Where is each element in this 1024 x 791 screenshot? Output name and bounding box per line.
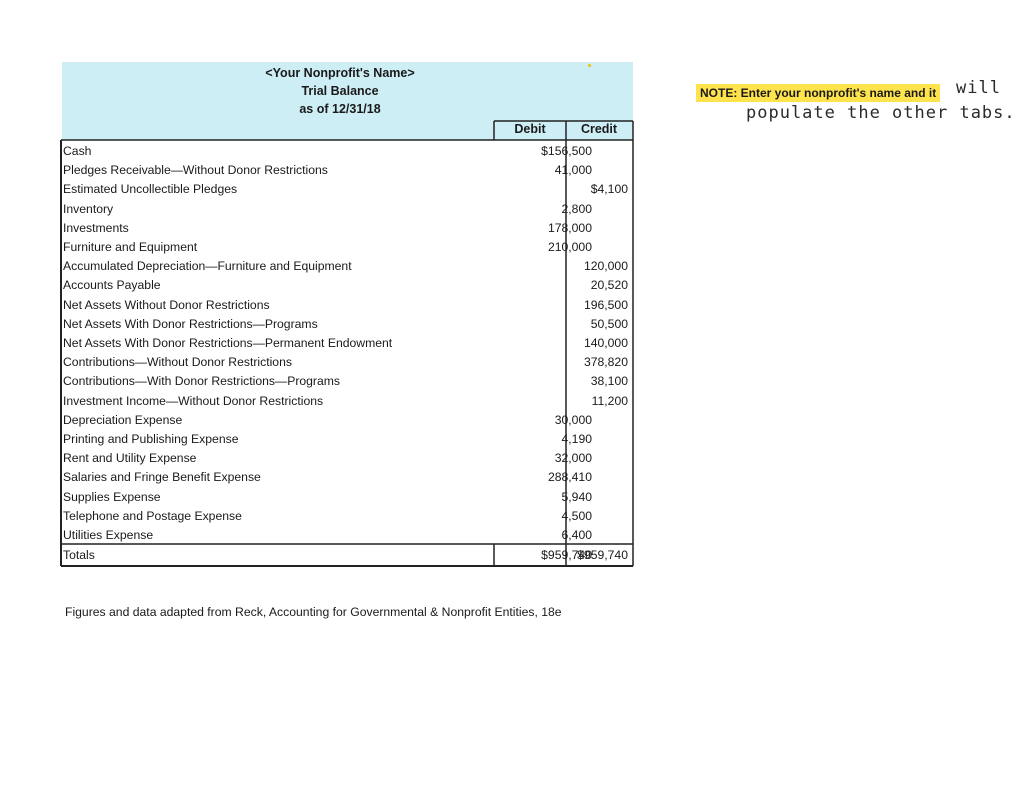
note-highlight: NOTE: Enter your nonprofit's name and it (696, 84, 940, 102)
debit-value: 178,000 (547, 220, 592, 235)
table-row (61, 488, 633, 507)
table-row (61, 142, 633, 161)
debit-value: 210,000 (547, 240, 592, 254)
credit-value: 196,500 (583, 297, 628, 312)
trial-balance-table (61, 140, 633, 566)
org-name[interactable]: <Your Nonprofit's Name> (265, 66, 415, 80)
table-row (61, 449, 633, 468)
debit-value: 288,410 (547, 470, 592, 485)
debit-value: 4,500 (561, 508, 592, 523)
table-row (61, 392, 633, 411)
table-row (61, 257, 633, 276)
table-row (61, 526, 633, 545)
account-name: Contributions—Without Donor Restrictions (63, 355, 292, 370)
credit-value: 120,000 (583, 259, 628, 274)
account-name: Cash (63, 144, 92, 158)
table-row (61, 315, 633, 334)
debit-value: 6,400 (561, 528, 592, 542)
debit-value: 2,800 (561, 201, 592, 216)
table-row (61, 296, 633, 315)
account-name: Investment Income—Without Donor Restrictions (63, 393, 324, 408)
table-row (61, 161, 633, 180)
debit-header: Debit (514, 122, 546, 136)
account-name: Net Assets With Donor Restrictions—Permanent Endowment (63, 336, 393, 350)
account-name: Furniture and Equipment (63, 240, 198, 254)
table-row (61, 238, 633, 257)
credit-value: $4,100 (590, 182, 628, 197)
table-row (61, 200, 633, 219)
account-name: Net Assets With Donor Restrictions—Programs (63, 316, 318, 331)
yellow-mark (588, 64, 591, 67)
table-row (61, 180, 633, 199)
credit-value: 20,520 (590, 278, 628, 293)
table-row (61, 372, 633, 391)
credit-value: 140,000 (583, 336, 628, 350)
table-row (61, 219, 633, 238)
totals-row (61, 546, 633, 565)
table-row (61, 276, 633, 295)
account-name: Estimated Uncollectible Pledges (63, 182, 238, 197)
credit-value: 378,820 (583, 355, 628, 370)
account-name: Contributions—With Donor Restrictions—Programs (63, 374, 341, 389)
account-name: Inventory (63, 201, 114, 216)
table-row (61, 334, 633, 353)
debit-value: 4,190 (561, 432, 592, 446)
debit-value: 41,000 (554, 163, 592, 178)
account-name: Net Assets Without Donor Restrictions (63, 297, 270, 312)
account-name: Investments (63, 220, 129, 235)
account-name: Supplies Expense (63, 489, 161, 504)
debit-value: 5,940 (561, 489, 592, 504)
total-debit: $959,740 (541, 548, 592, 562)
account-name: Utilities Expense (63, 528, 154, 542)
credit-value: 11,200 (591, 393, 628, 408)
debit-value: $156,500 (541, 144, 592, 158)
account-name: Pledges Receivable—Without Donor Restrictions (63, 163, 328, 178)
total-credit: $959,740 (577, 548, 628, 562)
account-name: Salaries and Fringe Benefit Expense (63, 470, 261, 485)
account-name: Depreciation Expense (63, 412, 183, 427)
source-footnote: Figures and data adapted from Reck, Accounting for Governmental & Nonprofit Entities, 18e (65, 605, 562, 619)
account-name: Accumulated Depreciation—Furniture and Equipment (63, 259, 352, 274)
credit-value: 38,100 (590, 374, 628, 389)
debit-value: 32,000 (554, 451, 592, 466)
totals-label: Totals (63, 548, 95, 562)
table-row (61, 353, 633, 372)
account-name: Printing and Publishing Expense (63, 432, 239, 446)
as-of-date: as of 12/31/18 (299, 102, 381, 116)
table-row (61, 411, 633, 430)
table-row (61, 468, 633, 487)
account-name: Telephone and Postage Expense (63, 508, 242, 523)
table-row (61, 430, 633, 449)
debit-value: 30,000 (554, 412, 592, 427)
credit-header: Credit (580, 122, 618, 136)
handwritten-note-1: will (956, 78, 1001, 98)
report-title: Trial Balance (301, 84, 379, 98)
account-name: Accounts Payable (63, 278, 161, 293)
handwritten-note-2: populate the other tabs. (746, 103, 1016, 123)
table-row (61, 507, 633, 526)
account-name: Rent and Utility Expense (63, 451, 197, 466)
credit-value: 50,500 (590, 316, 628, 331)
